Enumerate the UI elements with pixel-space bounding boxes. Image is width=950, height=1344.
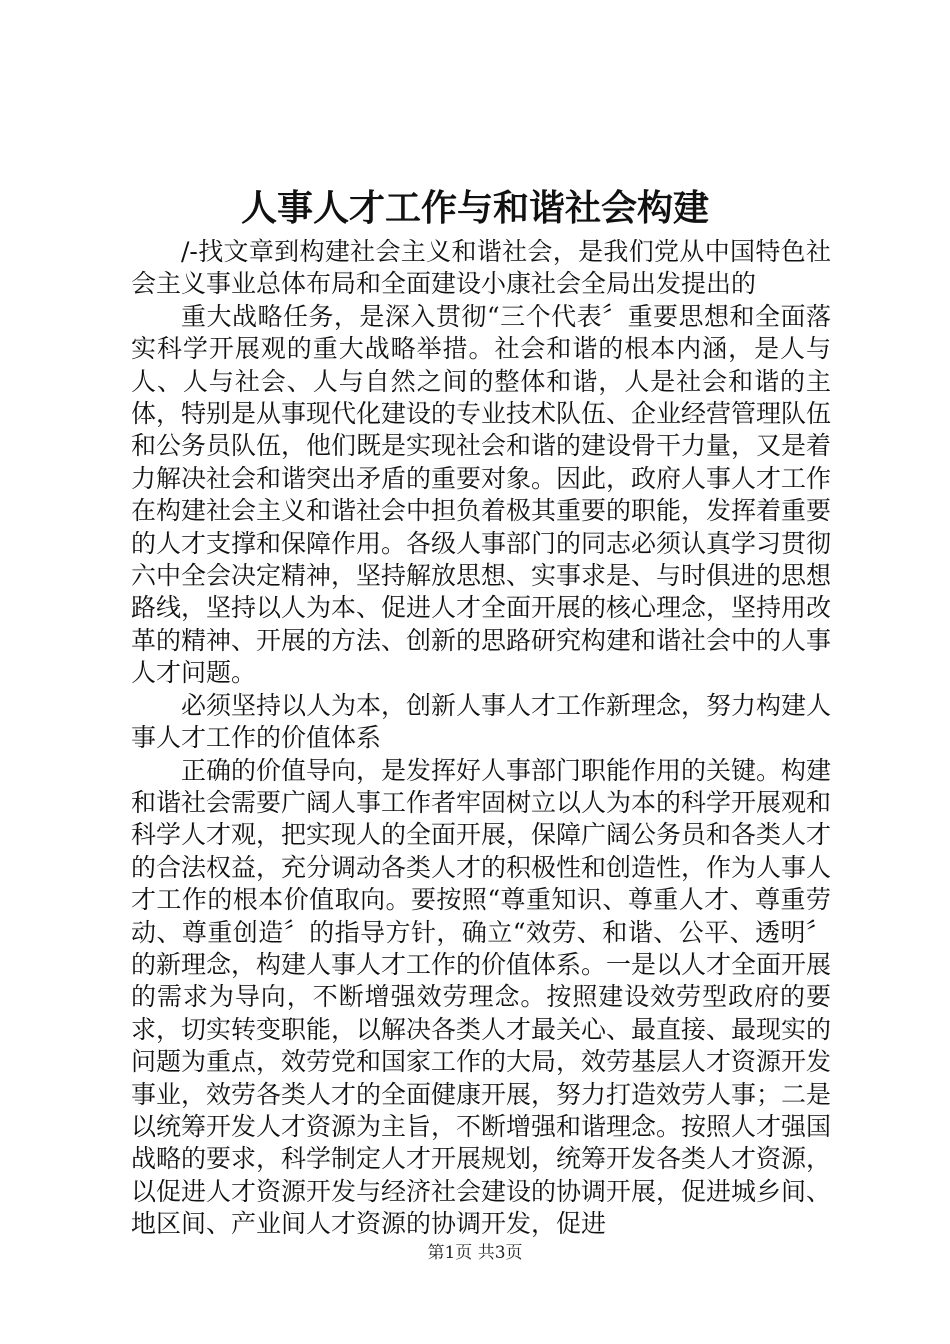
paragraph-intro: /-找文章到构建社会主义和谐社会，是我们党从中国特色社会主义事业总体布局和全面建设小康社会全局出发提出的: [131, 237, 831, 299]
document-body: [131, 236, 831, 1241]
paragraph-value-orientation: 正确的价值导向，是发挥好人事部门职能作用的关键。构建和谐社会需要广阔人事工作者牢固树立以人为本的科学开展观和科学人才观，把实现人的全面开展，保障广阔公务员和各类人才的合法权益，充分调动各类人才的积极性和创造性，作为人事人才工作的根本价值取向。要按照“尊重知识、尊重人才、尊重劳动、尊重创造〞的指导方针，确立“效劳、和谐、公平、透明〞的新理念，构建人事人才工作的价值体系。一是以人才全面开展的需求为导向，不断增强效劳理念。按照建设效劳型政府的要求，切实转变职能，以解决各类人才最关心、最直接、最现实的问题为重点，效劳党和国家工作的大局，效劳基层人才资源开发事业，效劳各类人才的全面健康开展，努力打造效劳人事；二是以统筹开发人才资源为主旨，不断增强和谐理念。按照人才强国战略的要求，科学制定人才开展规划，统筹开发各类人才资源，以促进人才资源开发与经济社会建设的协调开展，促进城乡间、地区间、产业间人才资源的协调开发，促进: [131, 755, 832, 1239]
document-title: 人事人才工作与和谐社会构建: [240, 187, 709, 229]
page-number-footer: 第1页 共3页: [427, 1243, 523, 1263]
paragraph-strategy: 重大战略任务，是深入贯彻“三个代表〞重要思想和全面落实科学开展观的重大战略举措。社会和谐的根本内涵，是人与人、人与社会、人与自然之间的整体和谐，人是社会和谐的主体，特别是从事现代化建设的专业技术队伍、企业经营管理队伍和公务员队伍，他们既是实现社会和谐的建设骨干力量，又是着力解决社会和谐突出矛盾的重要对象。因此，政府人事人才工作在构建社会主义和谐社会中担负着极其重要的职能，发挥着重要的人才支撑和保障作用。各级人事部门的同志必须认真学习贯彻六中全会决定精神，坚持解放思想、实事求是、与时俱进的思想路线，坚持以人为本、促进人才全面开展的核心理念，坚持用改革的精神、开展的方法、创新的思路研究构建和谐社会中的人事人才问题。: [131, 301, 832, 688]
paragraph-heading-people-first: 必须坚持以人为本，创新人事人才工作新理念，努力构建人事人才工作的价值体系: [131, 690, 832, 753]
